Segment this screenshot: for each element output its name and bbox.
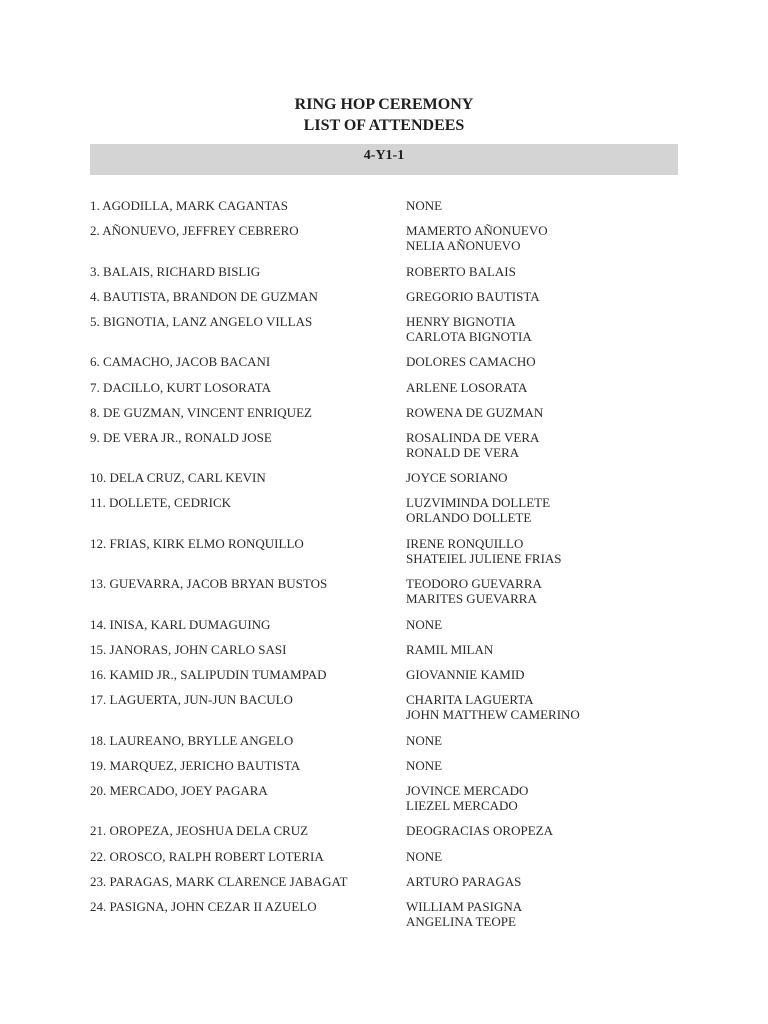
attendee-row <box>90 692 690 732</box>
attendee-name: 21. OROPEZA, JEOSHUA DELA CRUZ <box>90 823 309 839</box>
guest-list <box>406 314 690 354</box>
guest-name: IRENE RONQUILLO <box>406 535 524 551</box>
attendee-name: 5. BIGNOTIA, LANZ ANGELO VILLAS <box>90 313 313 329</box>
guest-name: ROSALINDA DE VERA <box>406 429 540 445</box>
guest-name: LUZVIMINDA DOLLETE <box>406 495 551 511</box>
attendee-row <box>90 405 690 430</box>
guest-name: NONE <box>406 616 443 632</box>
guest-name: JOHN MATTHEW CAMERINO <box>406 707 580 723</box>
attendee-row <box>90 642 690 667</box>
attendee-row <box>90 536 690 576</box>
attendee-name: 20. MERCADO, JOEY PAGARA <box>90 782 268 798</box>
guest-list <box>406 264 690 289</box>
attendee-row <box>90 264 690 289</box>
document-subtitle: LIST OF ATTENDEES <box>303 117 465 134</box>
attendee-row <box>90 198 690 223</box>
guest-list <box>406 223 690 263</box>
attendee-name: 23. PARAGAS, MARK CLARENCE JABAGAT <box>90 873 348 889</box>
guest-name: JOVINCE MERCADO <box>406 782 529 798</box>
attendee-name: 3. BALAIS, RICHARD BISLIG <box>90 263 261 279</box>
guest-name: ROWENA DE GUZMAN <box>406 404 544 420</box>
attendee-name: 4. BAUTISTA, BRANDON DE GUZMAN <box>90 288 318 304</box>
attendee-name: 19. MARQUEZ, JERICHO BAUTISTA <box>90 757 301 773</box>
attendee-list <box>90 198 690 939</box>
attendee-name: 18. LAUREANO, BRYLLE ANGELO <box>90 732 294 748</box>
guest-name: SHATEIEL JULIENE FRIAS <box>406 550 562 566</box>
guest-name: RONALD DE VERA <box>406 444 520 460</box>
guest-list <box>406 495 690 535</box>
guest-name: RAMIL MILAN <box>406 641 494 657</box>
guest-name: GREGORIO BAUTISTA <box>406 288 540 304</box>
document-title: RING HOP CEREMONY <box>294 96 474 113</box>
guest-name: MARITES GUEVARRA <box>406 591 537 607</box>
attendee-name: 16. KAMID JR., SALIPUDIN TUMAMPAD <box>90 667 327 683</box>
section-label: 4-Y1-1 <box>363 148 405 163</box>
guest-name: MAMERTO AÑONUEVO <box>406 223 548 239</box>
attendee-name: 10. DELA CRUZ, CARL KEVIN <box>90 470 266 486</box>
guest-name: NONE <box>406 848 443 864</box>
attendee-name: 13. GUEVARRA, JACOB BRYAN BUSTOS <box>90 576 328 592</box>
guest-list <box>406 642 690 667</box>
attendee-name: 15. JANORAS, JOHN CARLO SASI <box>90 641 287 657</box>
guest-name: LIEZEL MERCADO <box>406 797 518 813</box>
guest-list <box>406 405 690 430</box>
attendee-name: 12. FRIAS, KIRK ELMO RONQUILLO <box>90 535 304 551</box>
section-header-bar <box>90 144 678 175</box>
attendee-row <box>90 758 690 783</box>
attendee-name: 7. DACILLO, KURT LOSORATA <box>90 379 272 395</box>
guest-list <box>406 758 690 783</box>
attendee-row <box>90 849 690 874</box>
guest-list <box>406 289 690 314</box>
guest-list <box>406 733 690 758</box>
guest-name: ARLENE LOSORATA <box>406 379 528 395</box>
attendee-name: 8. DE GUZMAN, VINCENT ENRIQUEZ <box>90 404 312 420</box>
attendee-row <box>90 354 690 379</box>
guest-list <box>406 899 690 939</box>
guest-list <box>406 617 690 642</box>
guest-list <box>406 576 690 616</box>
guest-name: ARTURO PARAGAS <box>406 873 522 889</box>
guest-name: DEOGRACIAS OROPEZA <box>406 823 553 839</box>
attendee-row <box>90 470 690 495</box>
guest-name: ORLANDO DOLLETE <box>406 510 532 526</box>
guest-list <box>406 198 690 223</box>
attendee-row <box>90 899 690 939</box>
guest-name: NONE <box>406 732 443 748</box>
attendee-row <box>90 223 690 263</box>
guest-name: NONE <box>406 757 443 773</box>
attendee-row <box>90 667 690 692</box>
guest-list <box>406 380 690 405</box>
attendee-row <box>90 733 690 758</box>
guest-name: CARLOTA BIGNOTIA <box>406 328 532 344</box>
guest-list <box>406 536 690 576</box>
guest-name: DOLORES CAMACHO <box>406 354 536 370</box>
attendee-row <box>90 874 690 899</box>
guest-list <box>406 470 690 495</box>
attendee-name: 9. DE VERA JR., RONALD JOSE <box>90 429 272 445</box>
guest-list <box>406 667 690 692</box>
attendee-row <box>90 823 690 848</box>
attendee-row <box>90 430 690 470</box>
attendee-row <box>90 495 690 535</box>
attendee-name: 24. PASIGNA, JOHN CEZAR II AZUELO <box>90 898 317 914</box>
guest-name: CHARITA LAGUERTA <box>406 692 534 708</box>
guest-name: JOYCE SORIANO <box>406 470 508 486</box>
guest-name: NONE <box>406 198 443 213</box>
attendee-name: 2. AÑONUEVO, JEFFREY CEBRERO <box>90 223 299 239</box>
attendee-row <box>90 380 690 405</box>
guest-list <box>406 849 690 874</box>
attendee-row <box>90 314 690 354</box>
attendee-name: 17. LAGUERTA, JUN-JUN BACULO <box>90 692 293 708</box>
attendee-name: 14. INISA, KARL DUMAGUING <box>90 616 271 632</box>
attendee-name: 22. OROSCO, RALPH ROBERT LOTERIA <box>90 848 324 864</box>
guest-list <box>406 874 690 899</box>
attendee-name: 11. DOLLETE, CEDRICK <box>90 495 232 511</box>
attendee-name: 6. CAMACHO, JACOB BACANI <box>90 354 271 370</box>
guest-name: ANGELINA TEOPE <box>406 913 516 929</box>
guest-list <box>406 692 690 732</box>
attendee-name: 1. AGODILLA, MARK CAGANTAS <box>90 198 288 213</box>
attendee-row <box>90 783 690 823</box>
document-header <box>0 94 768 136</box>
attendee-row <box>90 617 690 642</box>
attendee-row <box>90 289 690 314</box>
guest-name: GIOVANNIE KAMID <box>406 667 525 683</box>
guest-name: WILLIAM PASIGNA <box>406 898 523 914</box>
guest-list <box>406 783 690 823</box>
guest-name: NELIA AÑONUEVO <box>406 238 521 254</box>
guest-list <box>406 823 690 848</box>
guest-list <box>406 430 690 470</box>
guest-list <box>406 354 690 379</box>
guest-name: HENRY BIGNOTIA <box>406 313 516 329</box>
guest-name: TEODORO GUEVARRA <box>406 576 542 592</box>
attendee-row <box>90 576 690 616</box>
guest-name: ROBERTO BALAIS <box>406 263 516 279</box>
